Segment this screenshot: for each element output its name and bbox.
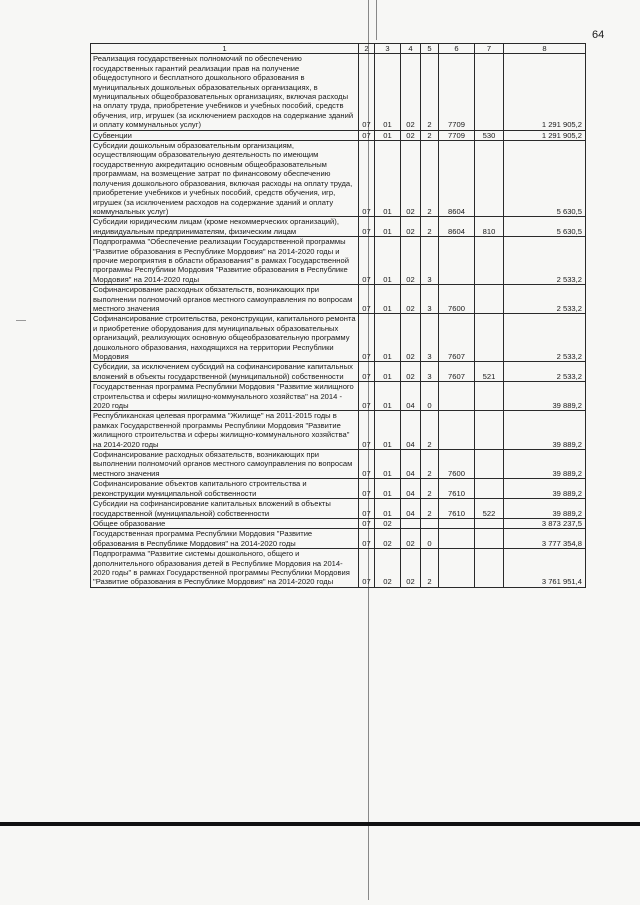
section-code-cell: 07	[359, 285, 375, 314]
expense-type-cell	[475, 285, 504, 314]
table-row	[91, 314, 586, 362]
table-row	[91, 499, 586, 519]
row-name-cell: Государственная программа Республики Мордовия "Развитие жилищного строительства и сферы жилищно-коммунального хозяйства" на 2014 - 2020 годы	[91, 382, 359, 411]
subprogram-code-cell: 2	[421, 54, 439, 130]
table-row	[91, 54, 586, 130]
program-code-cell: 04	[401, 499, 421, 519]
program-code-cell: 02	[401, 549, 421, 588]
direction-code-cell: 7610	[439, 479, 475, 499]
amount-cell: 39 889,2	[504, 479, 586, 499]
subsection-code-cell: 01	[375, 499, 401, 519]
program-code-cell: 04	[401, 450, 421, 479]
subprogram-code-cell	[421, 518, 439, 528]
scan-artifact-line	[376, 0, 377, 40]
table-row	[91, 285, 586, 314]
column-number-row	[91, 44, 586, 54]
row-name-cell: Софинансирование расходных обязательств, возникающих при выполнении полномочий органов местного самоуправления по вопросам местного значения	[91, 285, 359, 314]
expense-type-cell	[475, 237, 504, 285]
subsection-code-cell: 02	[375, 518, 401, 528]
subprogram-code-cell: 0	[421, 529, 439, 549]
direction-code-cell: 7709	[439, 130, 475, 140]
subsection-code-cell: 01	[375, 382, 401, 411]
program-code-cell: 02	[401, 54, 421, 130]
table-row	[91, 237, 586, 285]
subsection-code-cell: 02	[375, 529, 401, 549]
subprogram-code-cell: 2	[421, 479, 439, 499]
section-code-cell: 07	[359, 130, 375, 140]
expense-type-cell	[475, 529, 504, 549]
amount-cell: 2 533,2	[504, 362, 586, 382]
subsection-code-cell: 01	[375, 54, 401, 130]
row-name-cell: Республиканская целевая программа "Жилище" на 2011-2015 годы в рамках Государственной программы Республики Мордовия "Развитие жилищного строительства и сферы жилищно-коммунального хозяйства" на 2014-2020 годы	[91, 411, 359, 450]
direction-code-cell: 7610	[439, 499, 475, 519]
amount-cell: 39 889,2	[504, 499, 586, 519]
section-code-cell: 07	[359, 529, 375, 549]
expense-type-cell	[475, 382, 504, 411]
row-name-cell: Субвенции	[91, 130, 359, 140]
table-row	[91, 549, 586, 588]
subsection-code-cell: 01	[375, 285, 401, 314]
program-code-cell: 02	[401, 217, 421, 237]
section-code-cell: 07	[359, 141, 375, 217]
row-name-cell: Подпрограмма "Обеспечение реализации Государственной программы "Развитие образования в Республике Мордовия" на 2014-2020 годы и прочие мероприятия в области образования" в рамках Государственной программы Республики Мордовия "Развитие образования в Республике Мордовия" на 2014-2020 годы	[91, 237, 359, 285]
section-code-cell: 07	[359, 450, 375, 479]
section-code-cell: 07	[359, 237, 375, 285]
table-row	[91, 217, 586, 237]
program-code-cell: 02	[401, 529, 421, 549]
program-code-cell: 02	[401, 130, 421, 140]
row-name-cell: Софинансирование объектов капитального строительства и реконструкции муниципальной собственности	[91, 479, 359, 499]
expense-type-cell	[475, 141, 504, 217]
column-header: 8	[504, 44, 586, 54]
amount-cell: 5 630,5	[504, 141, 586, 217]
row-name-cell: Субсидии дошкольным образовательным организациям, осуществляющим образовательную деятельность по имеющим государственную аккредитацию основным общеобразовательным программам, на возмещение затрат по финансовому обеспечению получения дошкольного образования, включая расходы на оплату труда, приобретение учебников и учебных пособий, средств обучения, игр, игрушек (за исключением расходов на содержание зданий и оплату коммунальных услуг)	[91, 141, 359, 217]
subsection-code-cell: 01	[375, 479, 401, 499]
row-name-cell: Софинансирование строительства, реконструкции, капитального ремонта и приобретение оборудования для муниципальных образовательных организаций, реализующих основную общеобразовательную программу дошкольного образования, находящихся на территории Республики Мордовия	[91, 314, 359, 362]
section-code-cell: 07	[359, 479, 375, 499]
program-code-cell: 02	[401, 314, 421, 362]
amount-cell: 3 777 354,8	[504, 529, 586, 549]
program-code-cell: 04	[401, 411, 421, 450]
row-name-cell: Субсидии юридическим лицам (кроме некоммерческих организаций), индивидуальным предпринимателям, физическим лицам	[91, 217, 359, 237]
amount-cell: 39 889,2	[504, 411, 586, 450]
expense-type-cell: 522	[475, 499, 504, 519]
page-bottom-edge	[0, 822, 640, 826]
direction-code-cell: 7600	[439, 285, 475, 314]
column-header: 4	[401, 44, 421, 54]
expense-type-cell	[475, 314, 504, 362]
table-row	[91, 382, 586, 411]
amount-cell: 39 889,2	[504, 450, 586, 479]
subprogram-code-cell: 2	[421, 549, 439, 588]
row-name-cell: Субсидии, за исключением субсидий на софинансирование капитальных вложений в объекты государственной (муниципальной) собственности	[91, 362, 359, 382]
program-code-cell: 02	[401, 285, 421, 314]
section-code-cell: 07	[359, 362, 375, 382]
subprogram-code-cell: 2	[421, 141, 439, 217]
amount-cell: 1 291 905,2	[504, 54, 586, 130]
direction-code-cell: 7607	[439, 362, 475, 382]
expense-type-cell	[475, 450, 504, 479]
budget-table-container	[90, 43, 585, 588]
section-code-cell: 07	[359, 499, 375, 519]
direction-code-cell: 7607	[439, 314, 475, 362]
subprogram-code-cell: 3	[421, 314, 439, 362]
amount-cell: 2 533,2	[504, 314, 586, 362]
program-code-cell: 02	[401, 141, 421, 217]
program-code-cell: 04	[401, 479, 421, 499]
expense-type-cell	[475, 54, 504, 130]
column-header: 5	[421, 44, 439, 54]
table-row	[91, 518, 586, 528]
subprogram-code-cell: 2	[421, 130, 439, 140]
program-code-cell: 04	[401, 382, 421, 411]
subprogram-code-cell: 3	[421, 237, 439, 285]
subprogram-code-cell: 2	[421, 217, 439, 237]
section-code-cell: 07	[359, 518, 375, 528]
amount-cell: 2 533,2	[504, 237, 586, 285]
subsection-code-cell: 01	[375, 141, 401, 217]
table-row	[91, 141, 586, 217]
direction-code-cell: 8604	[439, 217, 475, 237]
subprogram-code-cell: 3	[421, 362, 439, 382]
subprogram-code-cell: 2	[421, 411, 439, 450]
direction-code-cell	[439, 549, 475, 588]
subsection-code-cell: 02	[375, 549, 401, 588]
amount-cell: 1 291 905,2	[504, 130, 586, 140]
subprogram-code-cell: 0	[421, 382, 439, 411]
subsection-code-cell: 01	[375, 450, 401, 479]
direction-code-cell	[439, 529, 475, 549]
section-code-cell: 07	[359, 549, 375, 588]
direction-code-cell: 8604	[439, 141, 475, 217]
direction-code-cell	[439, 411, 475, 450]
column-header: 2	[359, 44, 375, 54]
subsection-code-cell: 01	[375, 130, 401, 140]
expense-type-cell: 530	[475, 130, 504, 140]
program-code-cell: 02	[401, 362, 421, 382]
table-row	[91, 362, 586, 382]
row-name-cell: Общее образование	[91, 518, 359, 528]
direction-code-cell: 7709	[439, 54, 475, 130]
column-header: 6	[439, 44, 475, 54]
program-code-cell: 02	[401, 237, 421, 285]
direction-code-cell	[439, 382, 475, 411]
subsection-code-cell: 01	[375, 411, 401, 450]
section-code-cell: 07	[359, 314, 375, 362]
table-row	[91, 529, 586, 549]
amount-cell: 3 873 237,5	[504, 518, 586, 528]
page-number: 64	[592, 29, 605, 41]
amount-cell: 5 630,5	[504, 217, 586, 237]
expense-type-cell: 521	[475, 362, 504, 382]
section-code-cell: 07	[359, 382, 375, 411]
row-name-cell: Субсидии на софинансирование капитальных вложений в объекты государственной (муниципальной) собственности	[91, 499, 359, 519]
row-name-cell: Софинансирование расходных обязательств, возникающих при выполнении полномочий органов местного самоуправления по вопросам местного значения	[91, 450, 359, 479]
subsection-code-cell: 01	[375, 362, 401, 382]
subprogram-code-cell: 3	[421, 285, 439, 314]
subprogram-code-cell: 2	[421, 499, 439, 519]
amount-cell: 39 889,2	[504, 382, 586, 411]
row-name-cell: Реализация государственных полномочий по обеспечению государственных гарантий реализации прав на получение общедоступного и бесплатного дошкольного образования в муниципальных дошкольных образовательных организациях, в муниципальных общеобразовательных организациях, включая расходы на оплату труда, приобретение учебников и учебных пособий, средств обучения, игр, игрушек (за исключением расходов на содержание зданий и оплату коммунальных услуг)	[91, 54, 359, 130]
section-code-cell: 07	[359, 217, 375, 237]
direction-code-cell	[439, 518, 475, 528]
section-code-cell: 07	[359, 54, 375, 130]
direction-code-cell	[439, 237, 475, 285]
expense-type-cell: 810	[475, 217, 504, 237]
column-header: 7	[475, 44, 504, 54]
program-code-cell	[401, 518, 421, 528]
table-row	[91, 130, 586, 140]
section-code-cell: 07	[359, 411, 375, 450]
subprogram-code-cell: 2	[421, 450, 439, 479]
row-name-cell: Подпрограмма "Развитие системы дошкольного, общего и дополнительного образования детей в Республике Мордовия на 2014-2020 годы" в рамках Государственной программы Республики Мордовия "Развитие образования в Республике Мордовия" на 2014-2020 годы	[91, 549, 359, 588]
column-header: 1	[91, 44, 359, 54]
amount-cell: 2 533,2	[504, 285, 586, 314]
table-row	[91, 450, 586, 479]
expense-type-cell	[475, 479, 504, 499]
direction-code-cell: 7600	[439, 450, 475, 479]
subsection-code-cell: 01	[375, 314, 401, 362]
expense-type-cell	[475, 549, 504, 588]
expense-type-cell	[475, 518, 504, 528]
table-row	[91, 479, 586, 499]
margin-mark	[16, 320, 26, 321]
amount-cell: 3 761 951,4	[504, 549, 586, 588]
column-header: 3	[375, 44, 401, 54]
table-row	[91, 411, 586, 450]
subsection-code-cell: 01	[375, 217, 401, 237]
expense-type-cell	[475, 411, 504, 450]
budget-table	[90, 43, 586, 588]
subsection-code-cell: 01	[375, 237, 401, 285]
row-name-cell: Государственная программа Республики Мордовия "Развитие образования в Республике Мордовия" на 2014-2020 годы	[91, 529, 359, 549]
